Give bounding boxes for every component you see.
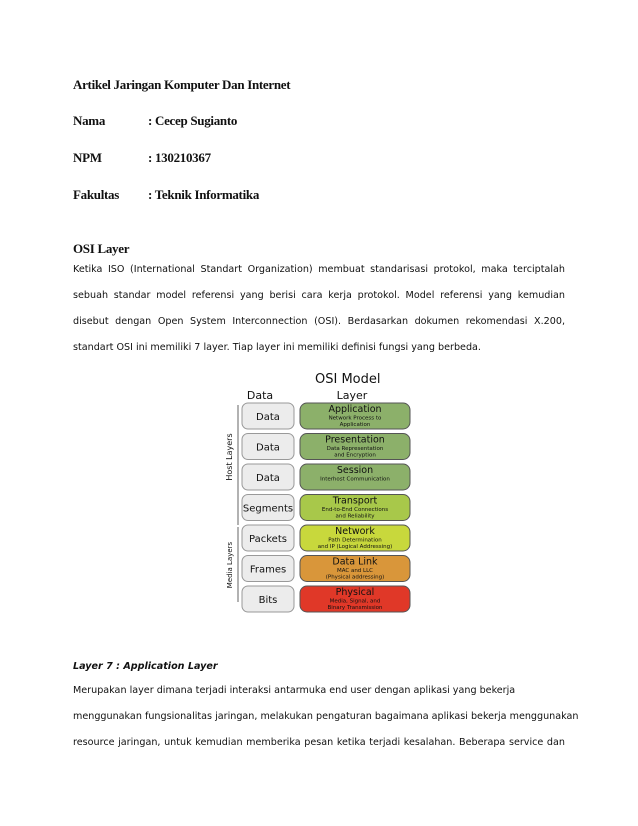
layer-description: MAC and LLC [336,568,374,574]
osi-row [242,434,410,460]
layer-description: End-to-End Connections [321,507,389,513]
layer-description: Media, Signal, and [329,598,381,605]
data-unit-label: Data [256,473,280,484]
data-unit-label: Segments [242,503,294,515]
field-value-nama: : Cecep Sugianto [148,113,238,128]
subheading-layer7: Layer 7 : Application Layer [73,661,218,672]
field-label-npm: NPM [73,150,102,165]
layer-description: (Physical addressing) [325,574,385,581]
layer-description: Network Process to [328,415,382,422]
layer-name: Data Link [332,556,378,568]
field-value-fakultas: : Teknik Informatika [148,187,260,202]
layer-description: and IP (Logical Addressing) [317,544,393,550]
document-title: Artikel Jaringan Komputer Dan Internet [73,77,291,92]
field-label-fakultas: Fakultas [73,187,120,202]
osi-row [242,586,410,612]
paragraph-line: standart OSI ini memiliki 7 layer. Tiap layer ini memiliki definisi fungsi yang berbeda. [73,342,481,353]
layer-name: Physical [335,587,375,598]
field-value-npm: : 130210367 [148,150,211,165]
osi-row [242,525,410,551]
paragraph-line: menggunakan fungsionalitas jaringan, melakukan pengaturan bagaimana aplikasi bekerja menggunakan [73,711,579,722]
layer-name: Transport [332,495,378,507]
layer-name: Session [336,465,374,476]
paragraph-line: disebut dengan Open System Interconnection (OSI). Berdasarkan dokumen rekomendasi X.200, [73,316,565,327]
data-unit-label: Data [256,412,280,423]
data-unit-label: Bits [258,595,278,606]
osi-row [242,464,410,490]
figure-title: OSI Model [315,372,381,387]
layer-description: Application [339,422,371,428]
layer-description: Data Representation [326,446,384,452]
layer-description: Path Determination [328,537,382,544]
layer-description: and Encryption [334,452,376,459]
paragraph-line: Merupakan layer dimana terjadi interaksi antarmuka end user dengan aplikasi yang bekerja [73,685,516,696]
osi-row [242,403,410,429]
column-header-data: Data [246,389,274,402]
data-unit-label: Data [256,442,280,454]
layer-description: and Reliability [335,513,375,520]
media-layers-label: Media Layers [226,541,234,589]
layer-name: Presentation [325,434,385,446]
data-unit-label: Packets [249,534,287,545]
field-label-nama: Nama [73,113,106,128]
layer-name: Network [335,526,375,537]
layer-name: Application [328,404,382,415]
section-heading: OSI Layer [73,241,130,256]
column-header-layer: Layer [336,389,368,402]
osi-row [242,556,410,582]
layer-description: Interhost Communication [320,476,390,483]
paragraph-line: resource jaringan, untuk kemudian memberika pesan ketika terjadi kesalahan. Beberapa service dan [73,737,565,748]
host-layers-label: Host Layers [225,433,234,481]
paragraph-line: sebuah standar model referensi yang berisi cara kerja protokol. Model referensi yang kemudian [73,290,565,301]
paragraph-line: Ketika ISO (International Standart Organization) membuat standarisasi protokol, maka terciptalah [73,264,565,275]
data-unit-label: Frames [249,564,287,576]
osi-model-figure [220,367,420,617]
layer-description: Binary Transmission [327,605,383,611]
osi-row [242,495,410,521]
